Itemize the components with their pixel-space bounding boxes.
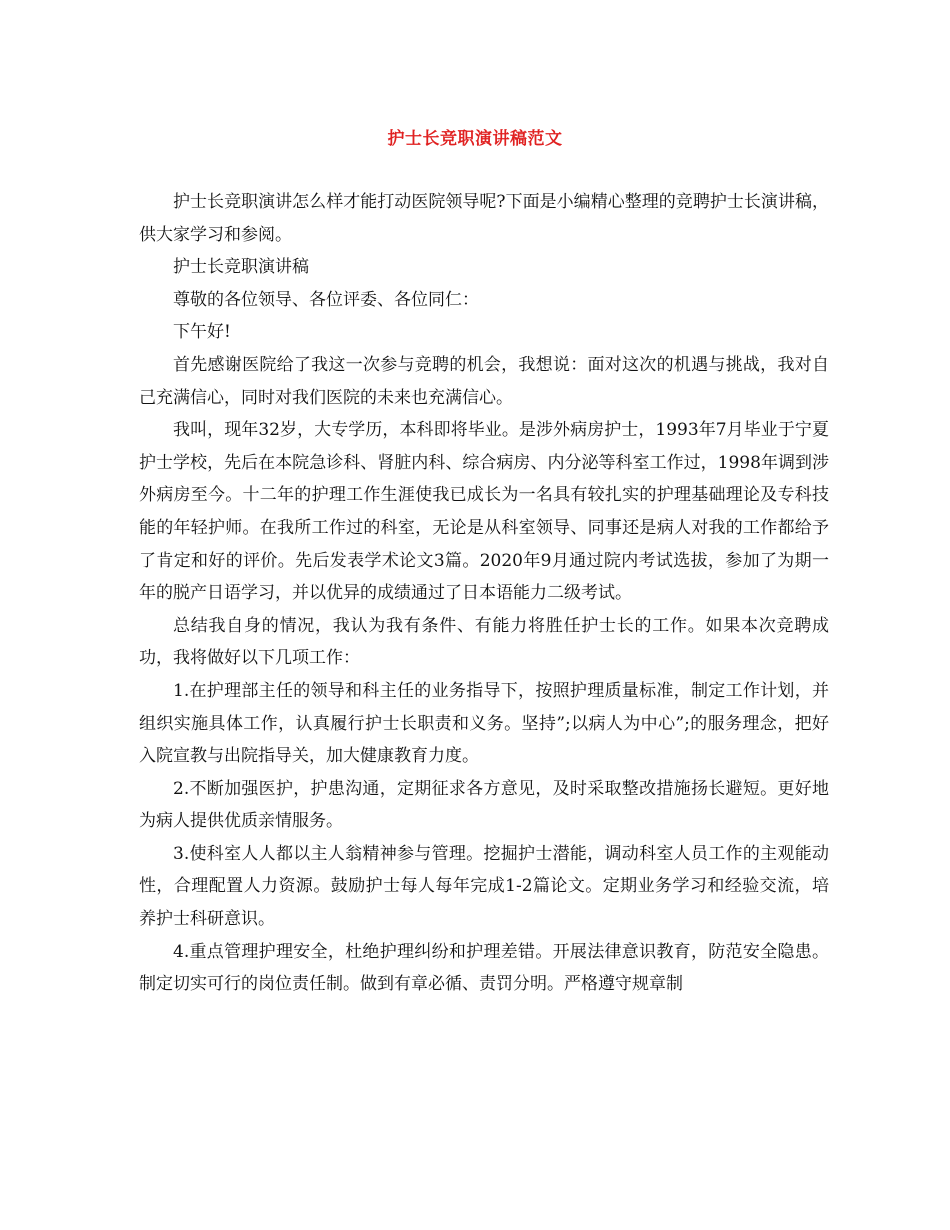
paragraph-background: 我叫，现年32岁，大专学历，本科即将毕业。是涉外病房护士，1993年7月毕业于宁夏护士学校，先后在本院急诊科、肾脏内科、综合病房、内分泌等科室工作过，1998年调到涉外病房至今。十二年的护理工作生涯使我已成长为一名具有较扎实的护理基础理论及专科技能的年轻护师。在我所工作过的科室，无论是从科室领导、同事还是病人对我的工作都给予了肯定和好的评价。先后发表学术论文3篇。2020年9月通过院内考试选拔，参加了为期一年的脱产日语学习，并以优异的成绩通过了日本语能力二级考试。 xyxy=(139,420,829,604)
paragraph-salutation: 尊敬的各位领导、各位评委、各位同仁： xyxy=(173,289,479,310)
document-title: 护士长竞职演讲稿范文 xyxy=(387,129,563,149)
paragraph-thanks: 首先感谢医院给了我这一次参与竞聘的机会，我想说：面对这次的机遇与挑战，我对自己充满信心，同时对我们医院的未来也充满信心。 xyxy=(139,354,829,408)
paragraph-item-3: 3.使科室人人都以主人翁精神参与管理。挖掘护士潜能，调动科室人员工作的主观能动性，合理配置人力资源。鼓励护士每人每年完成1-2篇论文。定期业务学习和经验交流，培养护士科研意识。 xyxy=(139,843,829,930)
paragraph-summary: 总结我自身的情况，我认为我有条件、有能力将胜任护士长的工作。如果本次竞聘成功，我将做好以下几项工作： xyxy=(139,615,829,669)
paragraph-item-2: 2.不断加强医护，护患沟通，定期征求各方意见，及时采取整改措施扬长避短。更好地为病人提供优质亲情服务。 xyxy=(139,778,829,832)
paragraph-greeting: 下午好! xyxy=(173,322,231,343)
paragraph-item-1: 1.在护理部主任的领导和科主任的业务指导下，按照护理质量标准，制定工作计划，并组织实施具体工作，认真履行护士长职责和义务。坚持”;以病人为中心”;的服务理念，把好入院宣教与出院指导关，加大健康教育力度。 xyxy=(139,680,829,767)
paragraph-item-4: 4.重点管理护理安全，杜绝护理纠纷和护理差错。开展法律意识教育，防范安全隐患。制定切实可行的岗位责任制。做到有章必循、责罚分明。严格遵守规章制 xyxy=(139,941,829,995)
document-body xyxy=(139,186,829,1001)
paragraph-intro: 护士长竞职演讲怎么样才能打动医院领导呢?下面是小编精心整理的竞聘护士长演讲稿，供大家学习和参阅。 xyxy=(139,192,829,245)
paragraph-subtitle: 护士长竞职演讲稿 xyxy=(173,257,309,278)
